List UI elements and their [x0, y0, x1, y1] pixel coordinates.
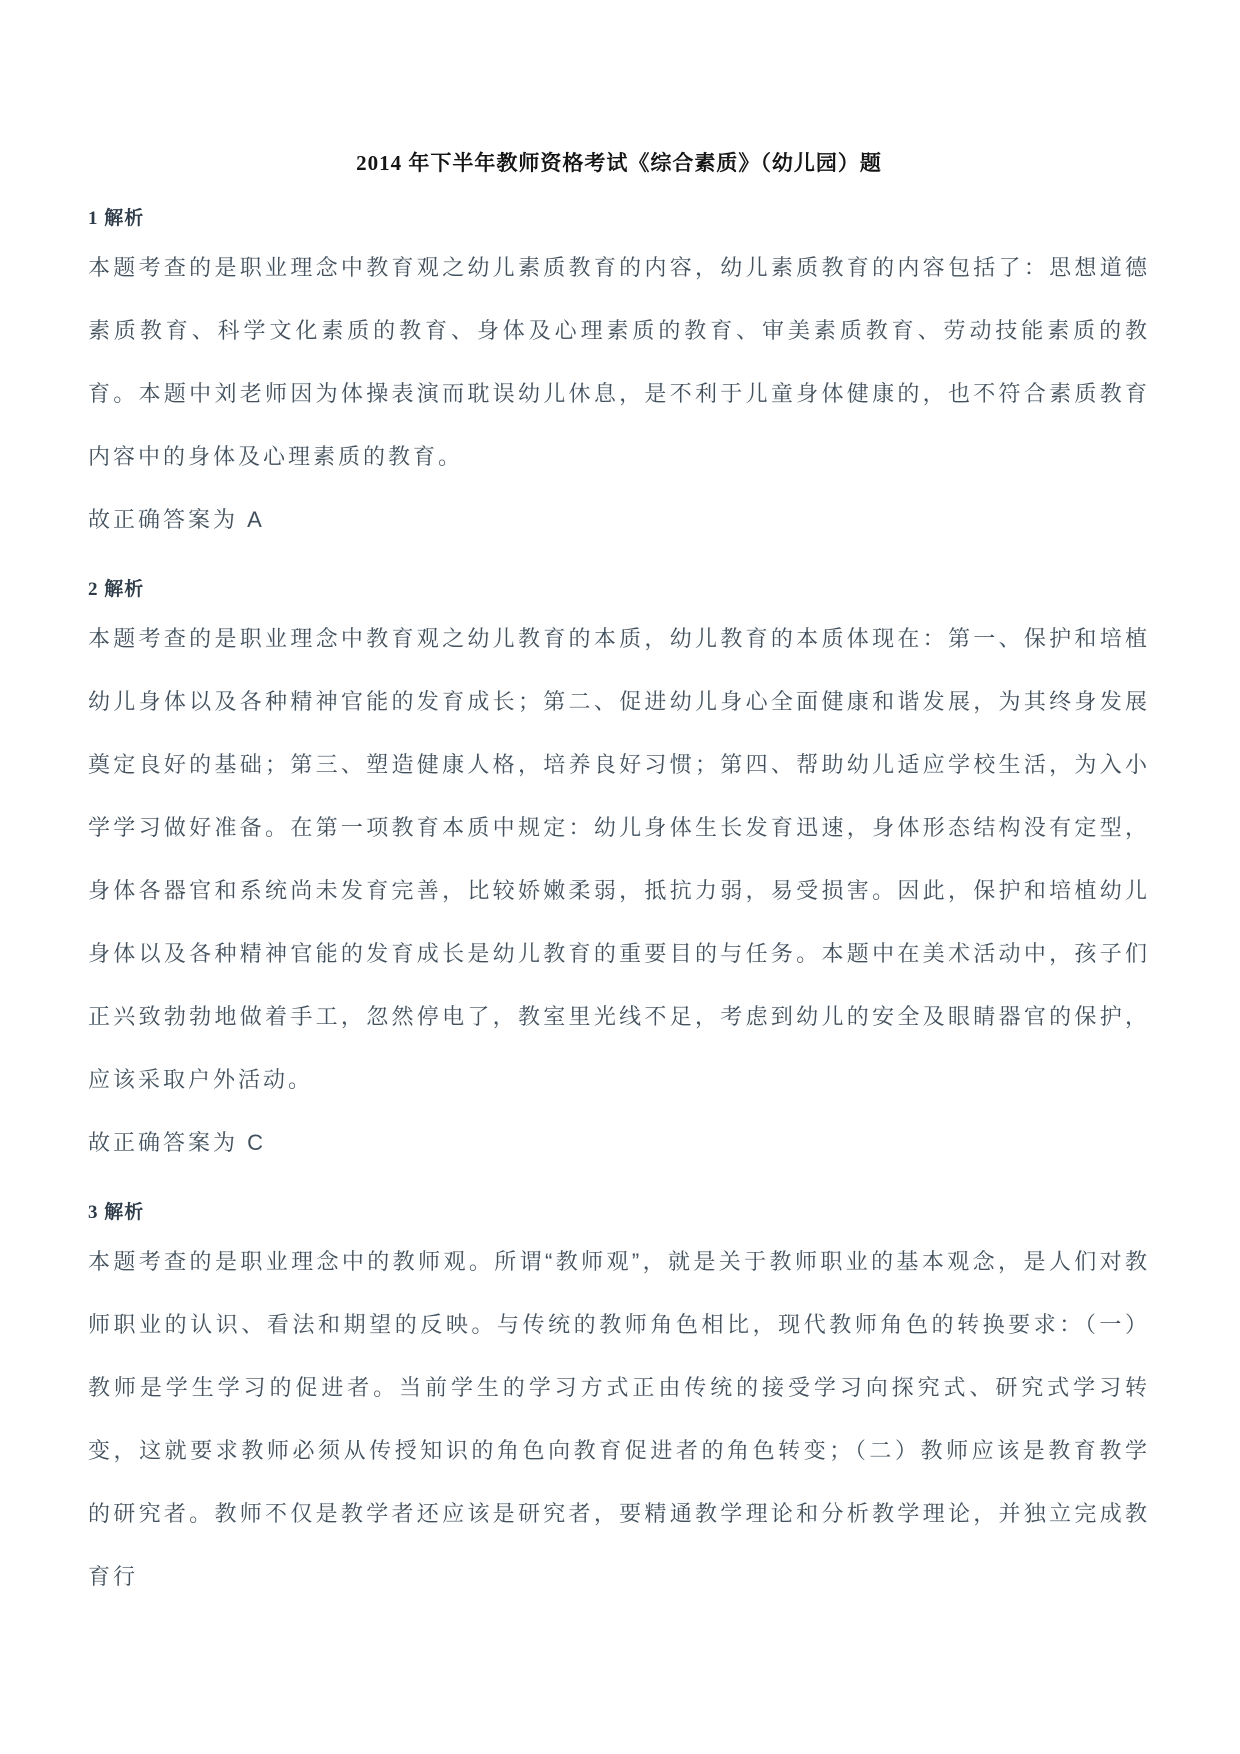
section-3-analysis-paragraph: 本题考查的是职业理念中的教师观。所谓“教师观”，就是关于教师职业的基本观念，是人们对教师职业的认识、看法和期望的反映。与传统的教师角色相比，现代教师角色的转换要求：（一）教师是学生学习的促进者。当前学生的学习方式正由传统的接受学习向探究式、研究式学习转变，这就要求教师必须从传授知识的角色向教育促进者的角色转变；（二）教师应该是教育教学的研究者。教师不仅是教学者还应该是研究者，要精通教学理论和分析教学理论，并独立完成教育行: [88, 1249, 1150, 1589]
section-1-heading: 1 解析: [88, 208, 145, 229]
page-title: 2014 年下半年教师资格考试《综合素质》（幼儿园）题: [356, 151, 882, 175]
section-3: [88, 1196, 1150, 1608]
section-1-answer-line: 故正确答案为 A: [88, 507, 265, 532]
section-3-heading: 3 解析: [88, 1202, 145, 1223]
section-1-analysis-paragraph: 本题考查的是职业理念中教育观之幼儿素质教育的内容，幼儿素质教育的内容包括了：思想道德素质教育、科学文化素质的教育、身体及心理素质的教育、审美素质教育、劳动技能素质的教育。本题中刘老师因为体操表演而耽误幼儿休息，是不利于儿童身体健康的，也不符合素质教育内容中的身体及心理素质的教育。: [88, 255, 1150, 469]
section-2-answer-line: 故正确答案为 C: [88, 1130, 267, 1155]
section-2: [88, 573, 1150, 1174]
section-2-heading: 2 解析: [88, 579, 145, 600]
section-2-analysis-paragraph: 本题考查的是职业理念中教育观之幼儿教育的本质，幼儿教育的本质体现在：第一、保护和培植幼儿身体以及各种精神官能的发育成长；第二、促进幼儿身心全面健康和谐发展，为其终身发展奠定良好的基础；第三、塑造健康人格，培养良好习惯；第四、帮助幼儿适应学校生活，为入小学学习做好准备。在第一项教育本质中规定：幼儿身体生长发育迅速，身体形态结构没有定型，身体各器官和系统尚未发育完善，比较娇嫩柔弱，抵抗力弱，易受损害。因此，保护和培植幼儿身体以及各种精神官能的发育成长是幼儿教育的重要目的与任务。本题中在美术活动中，孩子们正兴致勃勃地做着手工，忽然停电了，教室里光线不足，考虑到幼儿的安全及眼睛器官的保护，应该采取户外活动。: [88, 626, 1150, 1092]
section-1: [88, 202, 1150, 551]
